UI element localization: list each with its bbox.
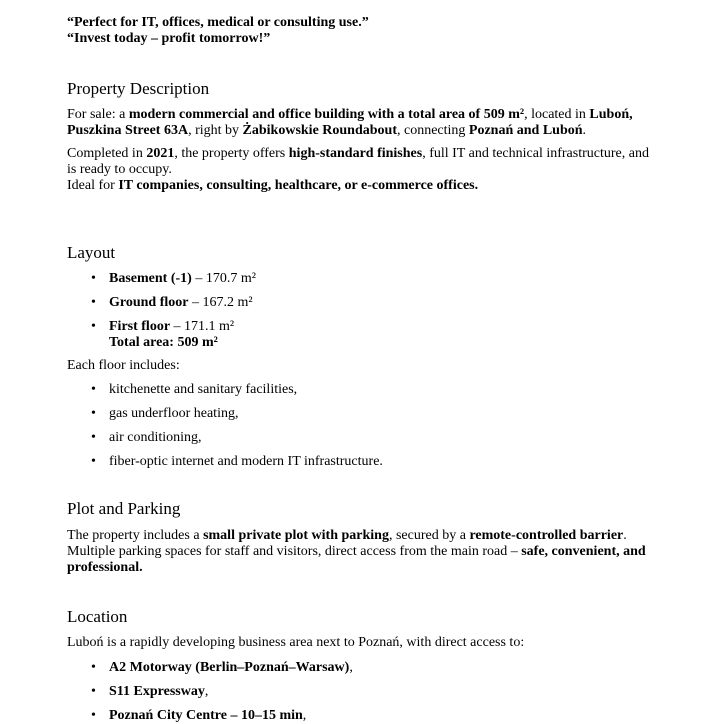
floor-item: • Ground floor – 167.2 m² [109, 295, 657, 319]
feature-item: • air conditioning, [109, 430, 657, 454]
floor-item: • Basement (-1) – 170.7 m² [109, 271, 657, 295]
total-area: Total area: 509 m² [109, 335, 218, 350]
layout-heading: Layout [67, 243, 116, 262]
floor-list [67, 271, 657, 351]
feature-item: • kitchenette and sanitary facilities, [109, 382, 657, 406]
feature-list [67, 382, 657, 470]
property-paragraph-1: For sale: a modern commercial and office building with a total area of 509 m², located in Luboń, Puszkina Street 63A, right by Żabikowskie Roundabout, connecting Poznań and Luboń. [67, 107, 633, 138]
location-item: • A2 Motorway (Berlin–Poznań–Warsaw), [109, 660, 657, 684]
location-item: • S11 Expressway, [109, 684, 657, 708]
property-description-heading: Property Description [67, 79, 210, 98]
feature-item: • fiber-optic internet and modern IT infrastructure. [109, 454, 657, 470]
tagline-2: “Invest today – profit tomorrow!” [67, 31, 271, 46]
location-intro: Luboń is a rapidly developing business area next to Poznań, with direct access to: [67, 635, 525, 650]
location-list [67, 660, 657, 724]
layout-section [67, 271, 657, 470]
floor-item: • First floor – 171.1 m² Total area: 509 m² [109, 319, 657, 351]
plot-paragraph: The property includes a small private plot with parking, secured by a remote-controlled barrier. Multiple parking spaces for staff and visitors, direct access from the main road – safe, convenient, and professional. [67, 528, 646, 575]
each-floor-label: Each floor includes: [67, 358, 180, 373]
property-paragraph-3: Ideal for IT companies, consulting, healthcare, or e-commerce offices. [67, 178, 479, 193]
property-description-section [67, 107, 657, 194]
tagline-1: “Perfect for IT, offices, medical or consulting use.” [67, 15, 369, 30]
plot-parking-section [67, 528, 657, 576]
location-section [67, 635, 657, 724]
location-heading: Location [67, 607, 128, 626]
feature-item: • gas underfloor heating, [109, 406, 657, 430]
taglines [67, 15, 657, 47]
location-item: • Poznań City Centre – 10–15 min, [109, 708, 657, 724]
property-paragraph-2: Completed in 2021, the property offers high-standard finishes, full IT and technical infrastructure, and is ready to occupy. [67, 146, 649, 177]
plot-parking-heading: Plot and Parking [67, 499, 181, 518]
